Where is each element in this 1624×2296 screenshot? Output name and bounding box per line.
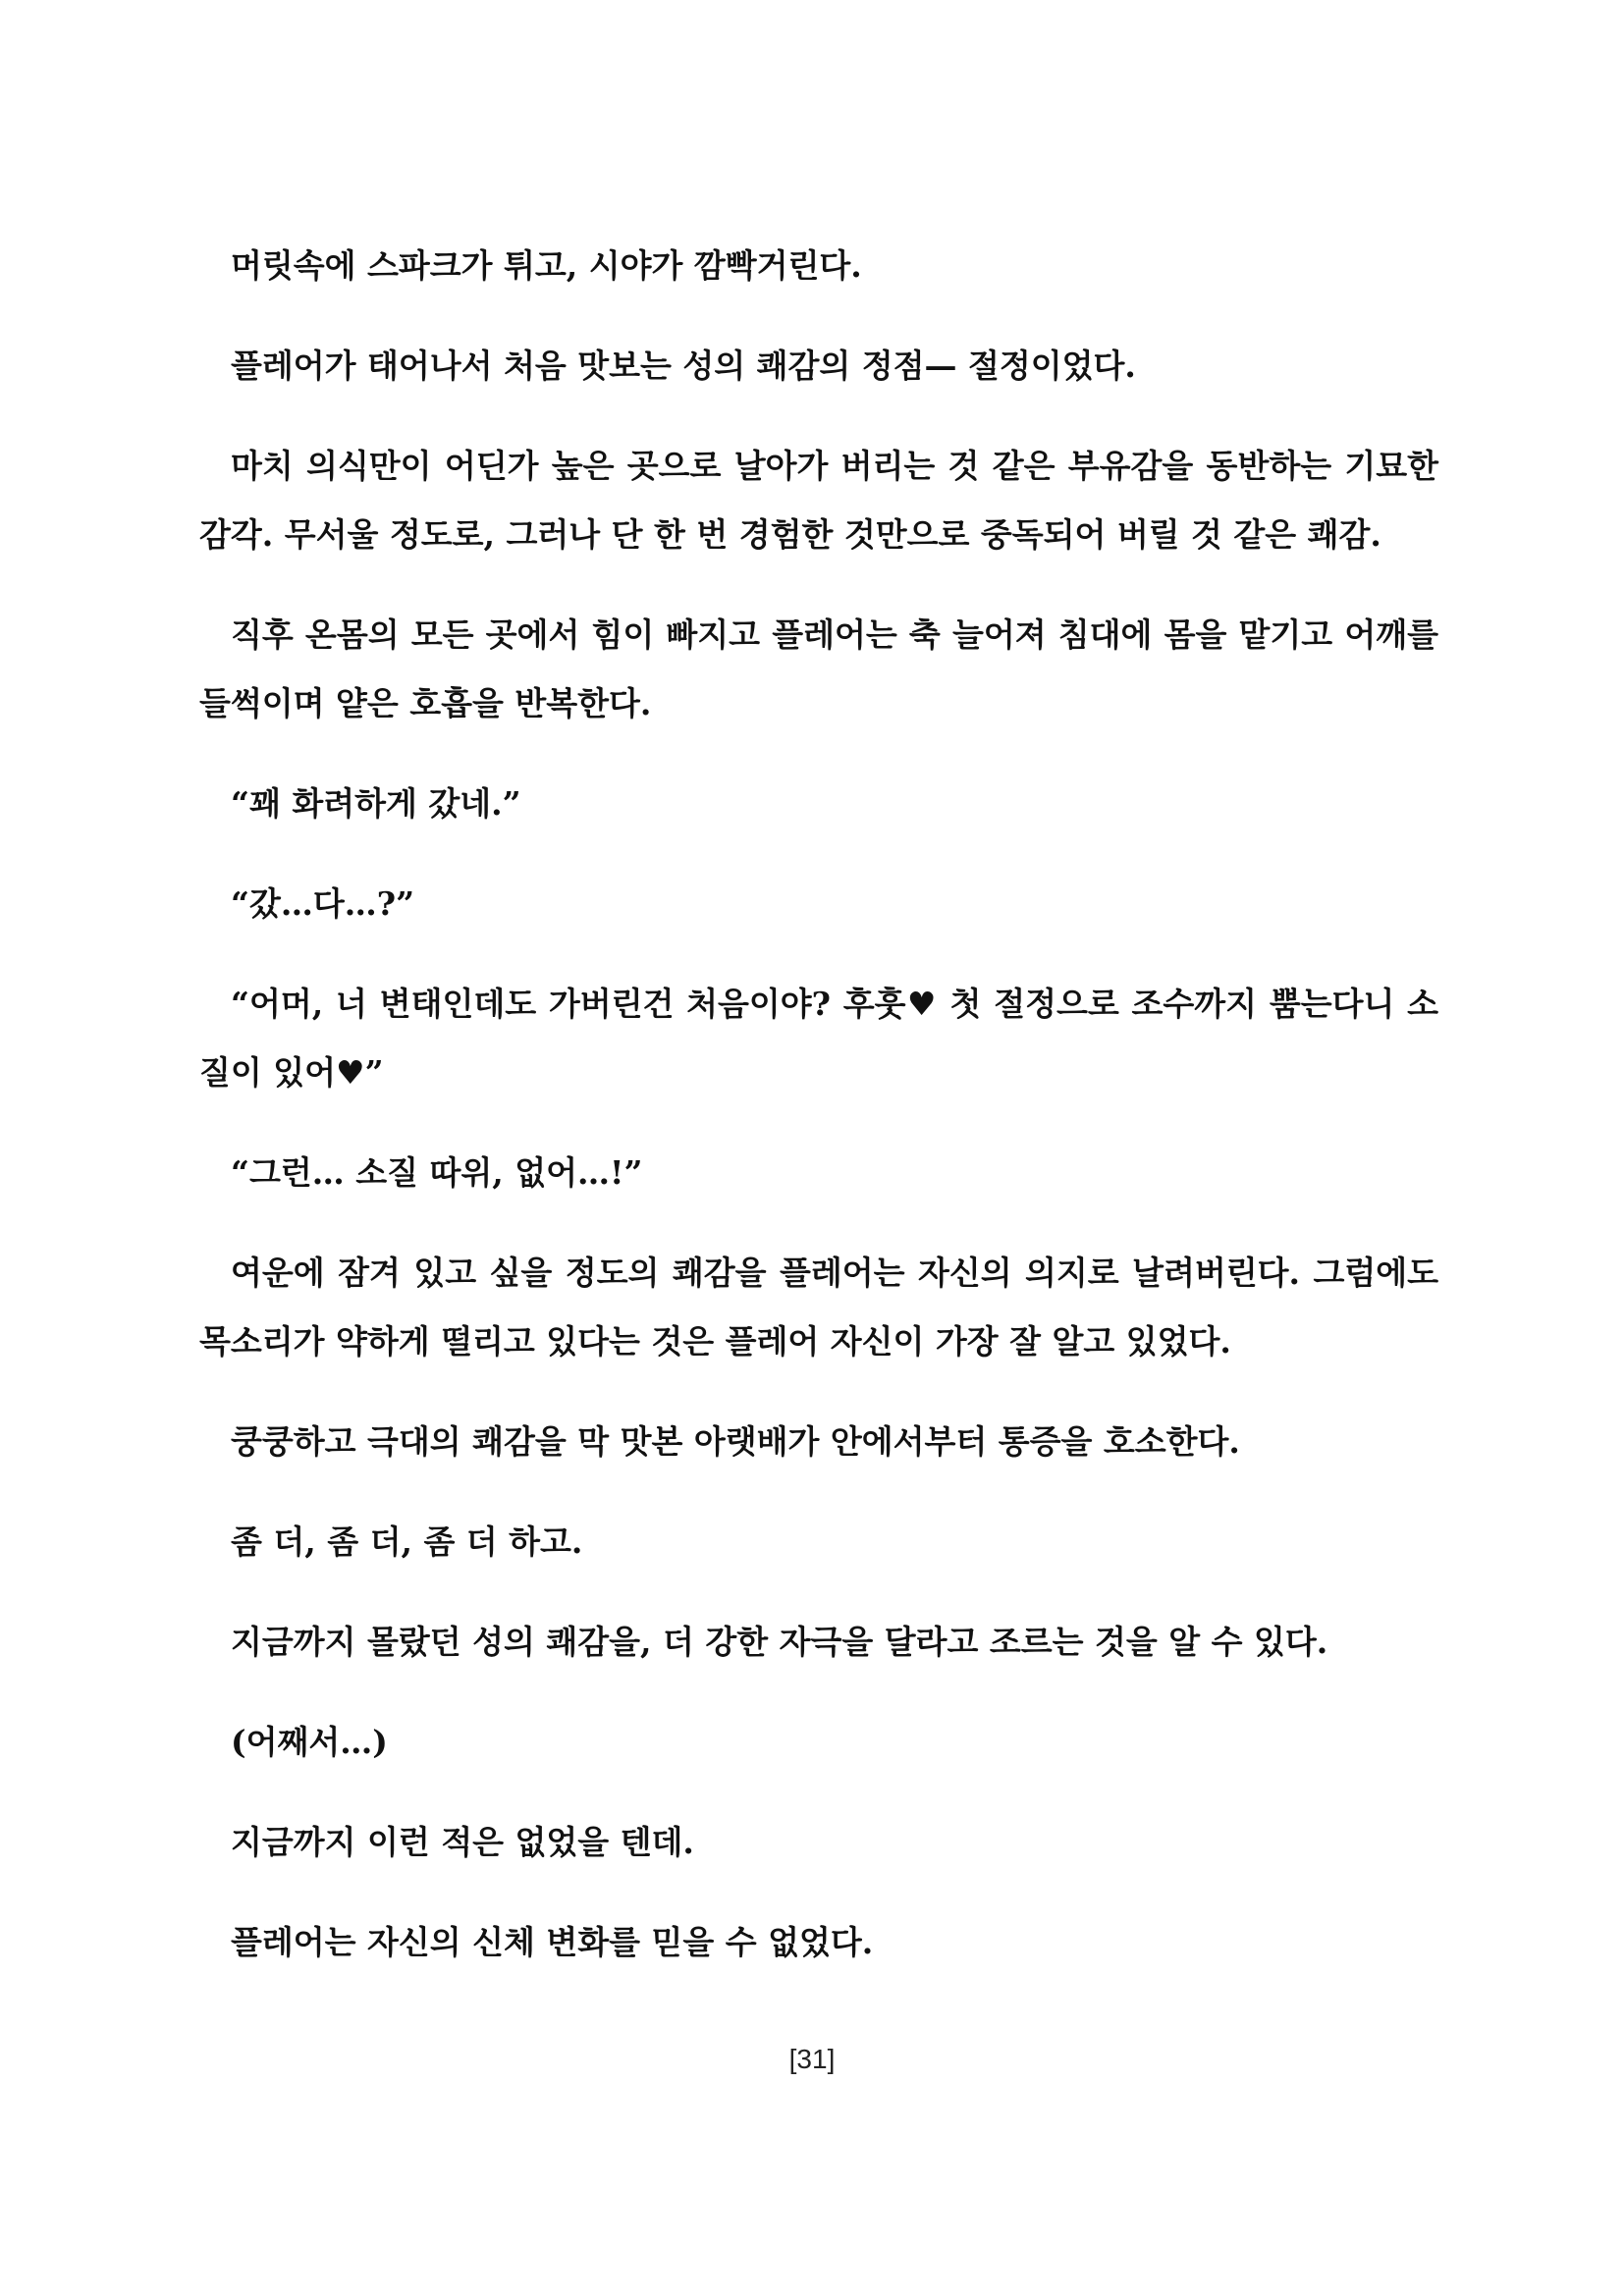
paragraph-10: 쿵쿵하고 극대의 쾌감을 막 맛본 아랫배가 안에서부터 통증을 호소한다. bbox=[231, 1422, 1240, 1461]
paragraph-11: 좀 더, 좀 더, 좀 더 하고. bbox=[231, 1522, 583, 1561]
paragraph-4: 직후 온몸의 모든 곳에서 힘이 빠지고 플레어는 축 늘어져 침대에 몸을 맡기고 어깨를 들썩이며 얕은 호흡을 반복한다. bbox=[199, 615, 1438, 722]
paragraph-12: 지금까지 몰랐던 성의 쾌감을, 더 강한 자극을 달라고 조르는 것을 알 수 있다. bbox=[231, 1623, 1328, 1661]
body-text bbox=[199, 232, 1438, 1977]
paragraph-15: 플레어는 자신의 신체 변화를 믿을 수 없었다. bbox=[231, 1923, 874, 1961]
paragraph-13: (어째서…) bbox=[231, 1723, 388, 1761]
paragraph-9: 여운에 잠겨 있고 싶을 정도의 쾌감을 플레어는 자신의 의지로 날려버린다. 그럼에도 목소리가 약하게 떨리고 있다는 것은 플레어 자신이 가장 잘 알고 있었다. bbox=[199, 1254, 1438, 1361]
paragraph-3: 마치 의식만이 어딘가 높은 곳으로 날아가 버리는 것 같은 부유감을 동반하는 기묘한 감각. 무서울 정도로, 그러나 단 한 번 경험한 것만으로 중독되어 버릴 것 같은 쾌감. bbox=[199, 447, 1438, 554]
paragraph-6: “갔…다…?” bbox=[231, 884, 415, 923]
page-number: [31] bbox=[788, 2044, 836, 2074]
paragraph-8: “그런… 소질 따위, 없어…!” bbox=[231, 1153, 643, 1192]
paragraph-14: 지금까지 이런 적은 없었을 텐데. bbox=[231, 1823, 694, 1861]
paragraph-7: “어머, 너 변태인데도 가버린건 처음이야? 후훗♥ 첫 절정으로 조수까지 뿜는다니 소질이 있어♥” bbox=[199, 985, 1438, 1092]
paragraph-2: 플레어가 태어나서 처음 맛보는 성의 쾌감의 정점— 절정이었다. bbox=[231, 347, 1136, 385]
paragraph-1: 머릿속에 스파크가 튀고, 시야가 깜빡거린다. bbox=[231, 246, 862, 285]
paragraph-5: “꽤 화려하게 갔네.” bbox=[231, 784, 521, 823]
